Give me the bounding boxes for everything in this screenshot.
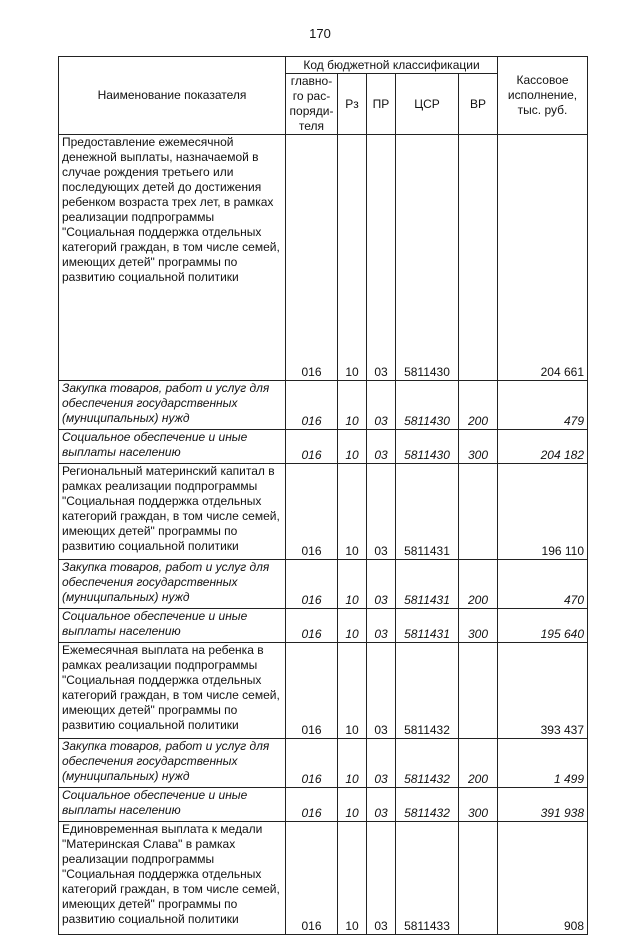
row-gl: 016	[286, 135, 338, 381]
row-pr: 03	[367, 381, 396, 430]
table-row	[59, 643, 588, 739]
row-gl: 016	[286, 643, 338, 739]
row-pr: 03	[367, 464, 396, 560]
row-pr: 03	[367, 739, 396, 788]
header-glavnogo: главно-го рас-поряди-теля	[286, 74, 338, 135]
row-vr: 300	[459, 788, 498, 822]
row-gl: 016	[286, 822, 338, 935]
row-vr: 200	[459, 739, 498, 788]
row-amount: 393 437	[498, 643, 588, 739]
row-gl: 016	[286, 464, 338, 560]
row-vr	[459, 643, 498, 739]
table-row	[59, 822, 588, 935]
header-code-group: Код бюджетной классификации	[286, 57, 498, 74]
row-vr	[459, 822, 498, 935]
row-csr: 5811433	[396, 822, 459, 935]
row-amount: 195 640	[498, 609, 588, 643]
row-vr	[459, 464, 498, 560]
row-rz: 10	[338, 609, 367, 643]
budget-table	[58, 56, 588, 935]
header-vr: ВР	[459, 74, 498, 135]
row-name: Закупка товаров, работ и услуг для обеспечения государственных (муниципальных) нужд	[59, 739, 286, 788]
row-rz: 10	[338, 381, 367, 430]
row-gl: 016	[286, 739, 338, 788]
table-row	[59, 788, 588, 822]
row-pr: 03	[367, 135, 396, 381]
row-gl: 016	[286, 560, 338, 609]
row-amount: 470	[498, 560, 588, 609]
table-row	[59, 430, 588, 464]
row-pr: 03	[367, 560, 396, 609]
row-csr: 5811431	[396, 560, 459, 609]
row-gl: 016	[286, 788, 338, 822]
row-gl: 016	[286, 609, 338, 643]
row-rz: 10	[338, 560, 367, 609]
table-row	[59, 381, 588, 430]
row-csr: 5811430	[396, 430, 459, 464]
row-vr: 200	[459, 381, 498, 430]
row-pr: 03	[367, 788, 396, 822]
row-name: Единовременная выплата к медали "Материнская Слава" в рамках реализации подпрограммы "Социальная поддержка отдельных категорий граждан, в том числе семей, имеющих детей" программы по развитию социальной политики	[59, 822, 286, 935]
row-amount: 1 499	[498, 739, 588, 788]
row-rz: 10	[338, 464, 367, 560]
row-csr: 5811430	[396, 135, 459, 381]
row-rz: 10	[338, 643, 367, 739]
row-vr	[459, 135, 498, 381]
table-row	[59, 739, 588, 788]
row-name: Социальное обеспечение и иные выплаты населению	[59, 430, 286, 464]
row-vr: 200	[459, 560, 498, 609]
row-csr: 5811432	[396, 643, 459, 739]
header-pr: ПР	[367, 74, 396, 135]
row-name: Ежемесячная выплата на ребенка в рамках реализации подпрограммы "Социальная поддержка отдельных категорий граждан, в том числе семей, имеющих детей" программы по развитию социальной политики	[59, 643, 286, 739]
row-vr: 300	[459, 430, 498, 464]
row-csr: 5811432	[396, 788, 459, 822]
row-csr: 5811432	[396, 739, 459, 788]
row-csr: 5811431	[396, 609, 459, 643]
table-row	[59, 464, 588, 560]
row-name: Закупка товаров, работ и услуг для обеспечения государственных (муниципальных) нужд	[59, 560, 286, 609]
row-pr: 03	[367, 609, 396, 643]
table-row	[59, 560, 588, 609]
row-rz: 10	[338, 788, 367, 822]
page-number: 170	[309, 26, 331, 41]
table-row	[59, 609, 588, 643]
table-header	[59, 57, 588, 135]
header-name: Наименование показателя	[59, 57, 286, 135]
row-name: Закупка товаров, работ и услуг для обеспечения государственных (муниципальных) нужд	[59, 381, 286, 430]
row-amount: 479	[498, 381, 588, 430]
row-name: Предоставление ежемесячной денежной выплаты, назначаемой в случае рождения третьего или последующих детей до достижения ребенком возраста трех лет, в рамках реализации подпрограммы "Социальная поддержка отдельных категорий граждан, в том числе семей, имеющих детей" программы по развитию социальной политики	[59, 135, 286, 381]
row-amount: 204 661	[498, 135, 588, 381]
row-vr: 300	[459, 609, 498, 643]
row-rz: 10	[338, 430, 367, 464]
row-rz: 10	[338, 822, 367, 935]
row-amount: 196 110	[498, 464, 588, 560]
header-rz: Рз	[338, 74, 367, 135]
header-csr: ЦСР	[396, 74, 459, 135]
row-amount: 391 938	[498, 788, 588, 822]
row-csr: 5811430	[396, 381, 459, 430]
row-pr: 03	[367, 643, 396, 739]
row-rz: 10	[338, 135, 367, 381]
row-amount: 204 182	[498, 430, 588, 464]
row-name: Социальное обеспечение и иные выплаты населению	[59, 609, 286, 643]
row-csr: 5811431	[396, 464, 459, 560]
row-gl: 016	[286, 430, 338, 464]
row-gl: 016	[286, 381, 338, 430]
row-pr: 03	[367, 822, 396, 935]
table-row	[59, 135, 588, 381]
row-name: Социальное обеспечение и иные выплаты населению	[59, 788, 286, 822]
row-pr: 03	[367, 430, 396, 464]
row-rz: 10	[338, 739, 367, 788]
header-amount: Кассовое исполнение, тыс. руб.	[498, 57, 588, 135]
row-name: Региональный материнский капитал в рамках реализации подпрограммы "Социальная поддержка отдельных категорий граждан, в том числе семей, имеющих детей" программы по развитию социальной политики	[59, 464, 286, 560]
row-amount: 908	[498, 822, 588, 935]
